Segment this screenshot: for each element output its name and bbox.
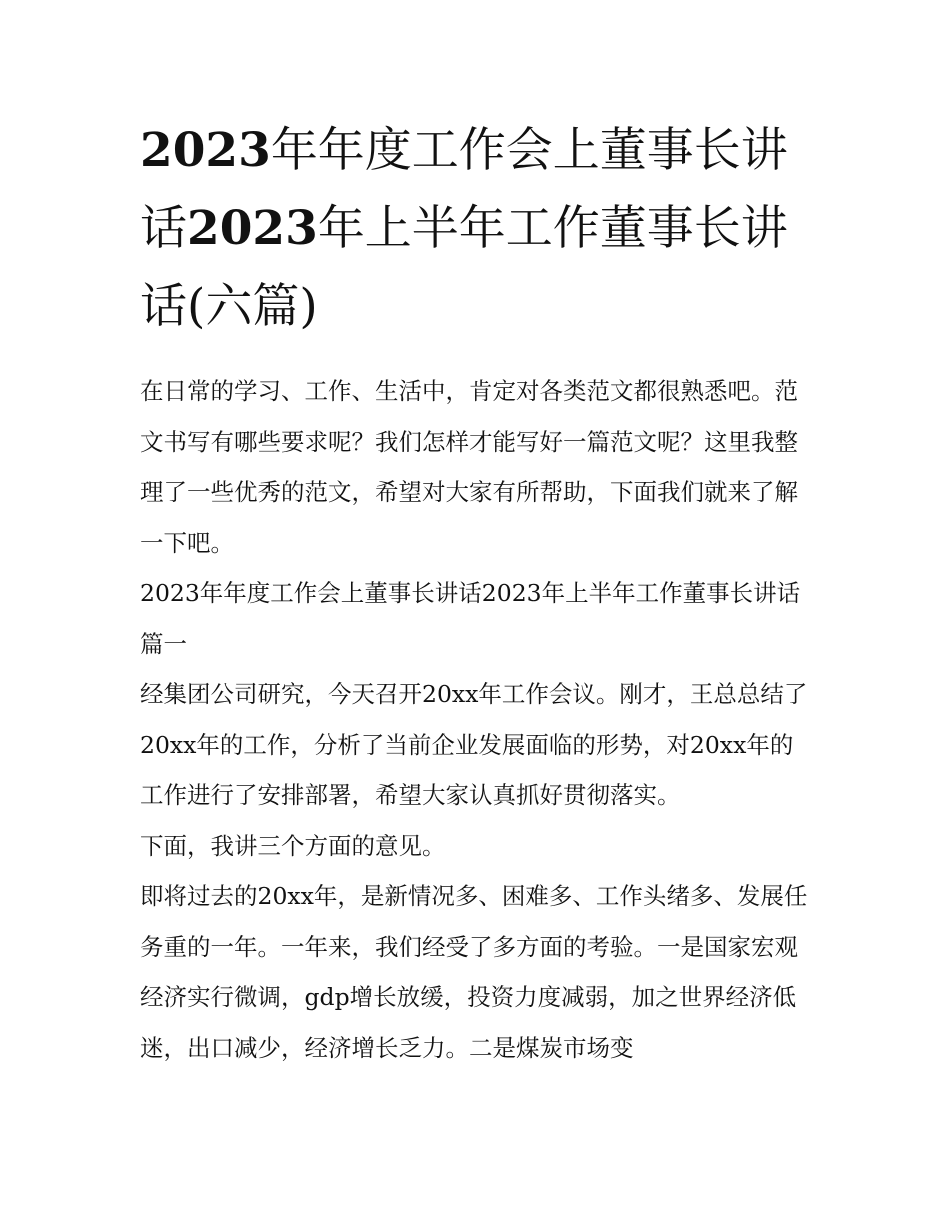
document-title	[140, 112, 812, 346]
document-body	[140, 366, 812, 1073]
title-part: 年上半年工作董事长讲话(六篇)	[140, 201, 788, 334]
section-heading: 2023年年度工作会上董事长讲话2023年上半年工作董事长讲话篇一	[140, 579, 801, 658]
intro-paragraph: 在日常的学习、工作、生活中，肯定对各类范文都很熟悉吧。范文书写有哪些要求呢？我们怎样才能写好一篇范文呢？这里我整理了一些优秀的范文，希望对大家有所帮助，下面我们就来了解一下吧。	[140, 377, 798, 557]
document-page	[140, 112, 812, 1073]
title-part: 年年度工作会上董事长讲话	[140, 123, 788, 256]
title-part: 2023	[187, 201, 318, 256]
body-paragraph: 即将过去的20xx年，是新情况多、困难多、工作头绪多、发展任务重的一年。一年来，我们经受了多方面的考验。一是国家宏观经济实行微调，gdp增长放缓，投资力度减弱，加之世界经济低迷，出口减少，经济增长乏力。二是煤炭市场变	[140, 882, 808, 1062]
body-paragraph: 下面，我讲三个方面的意见。	[140, 831, 446, 860]
title-part: 2023	[140, 123, 271, 178]
body-paragraph: 经集团公司研究，今天召开20xx年工作会议。刚才，王总总结了20xx年的工作，分析了当前企业发展面临的形势，对20xx年的工作进行了安排部署，希望大家认真抓好贯彻落实。	[140, 680, 808, 809]
